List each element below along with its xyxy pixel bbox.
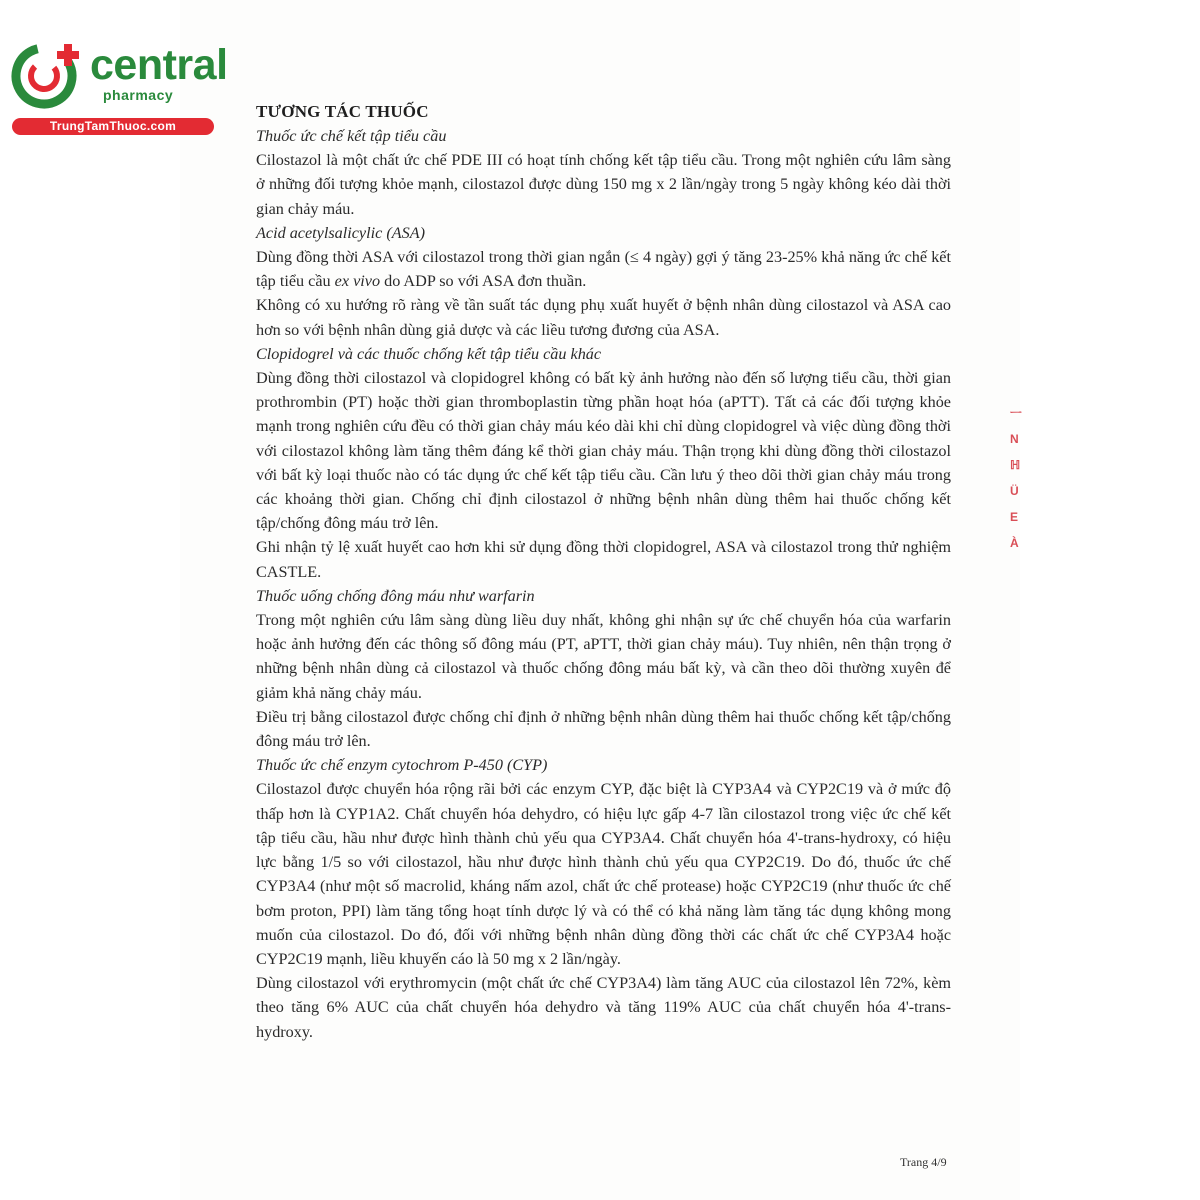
adjacent-page-stamp-edge: ㅡ N ℍ Ü E À (1010, 406, 1022, 550)
paragraph-clopidogrel-2: Ghi nhận tỷ lệ xuất huyết cao hơn khi sử dụng đồng thời clopidogrel, ASA và cilostazol trong thử nghiệm CASTLE. (256, 538, 951, 581)
paragraph-asa-1 (256, 245, 951, 293)
subsection-title-clopidogrel: Clopidogrel và các thuốc chống kết tập tiểu cầu khác (256, 344, 602, 363)
pharmacy-cross-logo-icon (10, 38, 86, 110)
paragraph-asa-2: Không có xu hướng rõ ràng về tần suất tác dụng phụ xuất huyết ở bệnh nhân dùng cilostazol và ASA cao hơn so với bệnh nhân dùng giả dược và các liều tương đương của ASA. (256, 296, 951, 339)
subsection-title-asa: Acid acetylsalicylic (ASA) (256, 223, 425, 242)
document-body (256, 100, 951, 1044)
paragraph-cyp-1: Cilostazol được chuyển hóa rộng rãi bởi các enzym CYP, đặc biệt là CYP3A4 và CYP2C19 và ở mức độ thấp hơn là CYP1A2. Chất chuyển hóa dehydro, có hiệu lực gấp 4-7 lần cilostazol trong việc ức chế kết tập tiểu cầu, hầu như được hình thành chủ yếu qua CYP3A4. Chất chuyển hóa 4'-trans-hydroxy, có hiệu lực bằng 1/5 so với cilostazol, hầu như được hình thành chủ yếu qua CYP2C19. Do đó, thuốc ức chế CYP3A4 (như một số macrolid, kháng nấm azol, chất ức chế protease) hoặc CYP2C19 (như thuốc ức chế bơm proton, PPI) làm tăng tổng hoạt tính dược lý và có thể có khả năng làm tăng tác dụng không mong muốn của cilostazol. Do đó, đối với những bệnh nhân dùng đồng thời các chất ức chế CYP3A4 hoặc CYP2C19 mạnh, liều khuyến cáo là 50 mg x 2 lần/ngày. (256, 780, 951, 968)
page-margin (1020, 0, 1200, 1200)
paragraph-antiplatelet: Cilostazol là một chất ức chế PDE III có hoạt tính chống kết tập tiểu cầu. Trong một nghiên cứu lâm sàng ở những đối tượng khỏe mạnh, cilostazol được dùng 150 mg x 2 lần/ngày trong 5 ngày không kéo dài thời gian chảy máu. (256, 151, 951, 218)
subsection-title-cyp: Thuốc ức chế enzym cytochrom P-450 (CYP) (256, 756, 548, 775)
logo-tagline: pharmacy (103, 87, 174, 103)
paragraph-asa-1-b: do ADP so với ASA đơn thuần. (380, 272, 587, 291)
paragraph-warfarin-2: Điều trị bằng cilostazol được chống chỉ định ở những bệnh nhân dùng thêm hai thuốc chống kết tập/chống đông máu trở lên. (256, 707, 951, 751)
logo-website-link[interactable]: TrungTamThuoc.com (12, 118, 214, 135)
central-pharmacy-logo[interactable] (8, 36, 228, 140)
logo-brand-name: central (90, 41, 228, 89)
paragraph-cyp-2: Dùng cilostazol với erythromycin (một chất ức chế CYP3A4) làm tăng AUC của cilostazol lên 72%, kèm theo tăng 6% AUC của chất chuyển hóa dehydro và tăng 119% AUC của chất chuyển hóa 4'-trans-hydroxy. (256, 974, 951, 1041)
subsection-title-antiplatelet: Thuốc ức chế kết tập tiểu cầu (256, 127, 447, 145)
section-heading: TƯƠNG TÁC THUỐC (256, 102, 429, 121)
page-number: Trang 4/9 (900, 1155, 947, 1169)
paragraph-warfarin-1: Trong một nghiên cứu lâm sàng dùng liều duy nhất, không ghi nhận sự ức chế chuyển hóa của warfarin hoặc ảnh hưởng đến các thông số đông máu (PT, aPTT, thời gian chảy máu). Tuy nhiên, nên thận trọng ở những bệnh nhân dùng cả cilostazol và thuốc chống đông máu bất kỳ, và cần theo dõi thường xuyên để giảm khả năng chảy máu. (256, 611, 951, 702)
paragraph-clopidogrel-1: Dùng đồng thời cilostazol và clopidogrel không có bất kỳ ảnh hưởng nào đến số lượng tiểu cầu, thời gian prothrombin (PT) hoặc thời gian thromboplastin từng phần hoạt hóa (aPTT). Tất cả các đối tượng khỏe mạnh trong nghiên cứu đều có thời gian chảy máu kéo dài khi chỉ dùng clopidogrel và việc dùng đồng thời với cilostazol không làm tăng thêm đáng kể thời gian chảy máu. Thận trọng khi dùng đồng thời cilostazol với bất kỳ loại thuốc nào có tác dụng ức chế kết tập tiểu cầu. Cần lưu ý theo dõi thời gian chảy máu trong các khoảng thời gian. Chống chỉ định cilostazol ở những bệnh nhân dùng thêm hai thuốc chống kết tập/chống đông máu trở lên. (256, 369, 951, 533)
subsection-title-warfarin: Thuốc uống chống đông máu như warfarin (256, 586, 535, 605)
paragraph-asa-1-em: ex vivo (334, 272, 381, 291)
paragraph-asa-1-a: Dùng đồng thời ASA với cilostazol trong thời gian ngắn (≤ 4 ngày) gợi ý tăng 23-25% khả năng ức chế kết tập tiểu cầu (256, 248, 951, 291)
